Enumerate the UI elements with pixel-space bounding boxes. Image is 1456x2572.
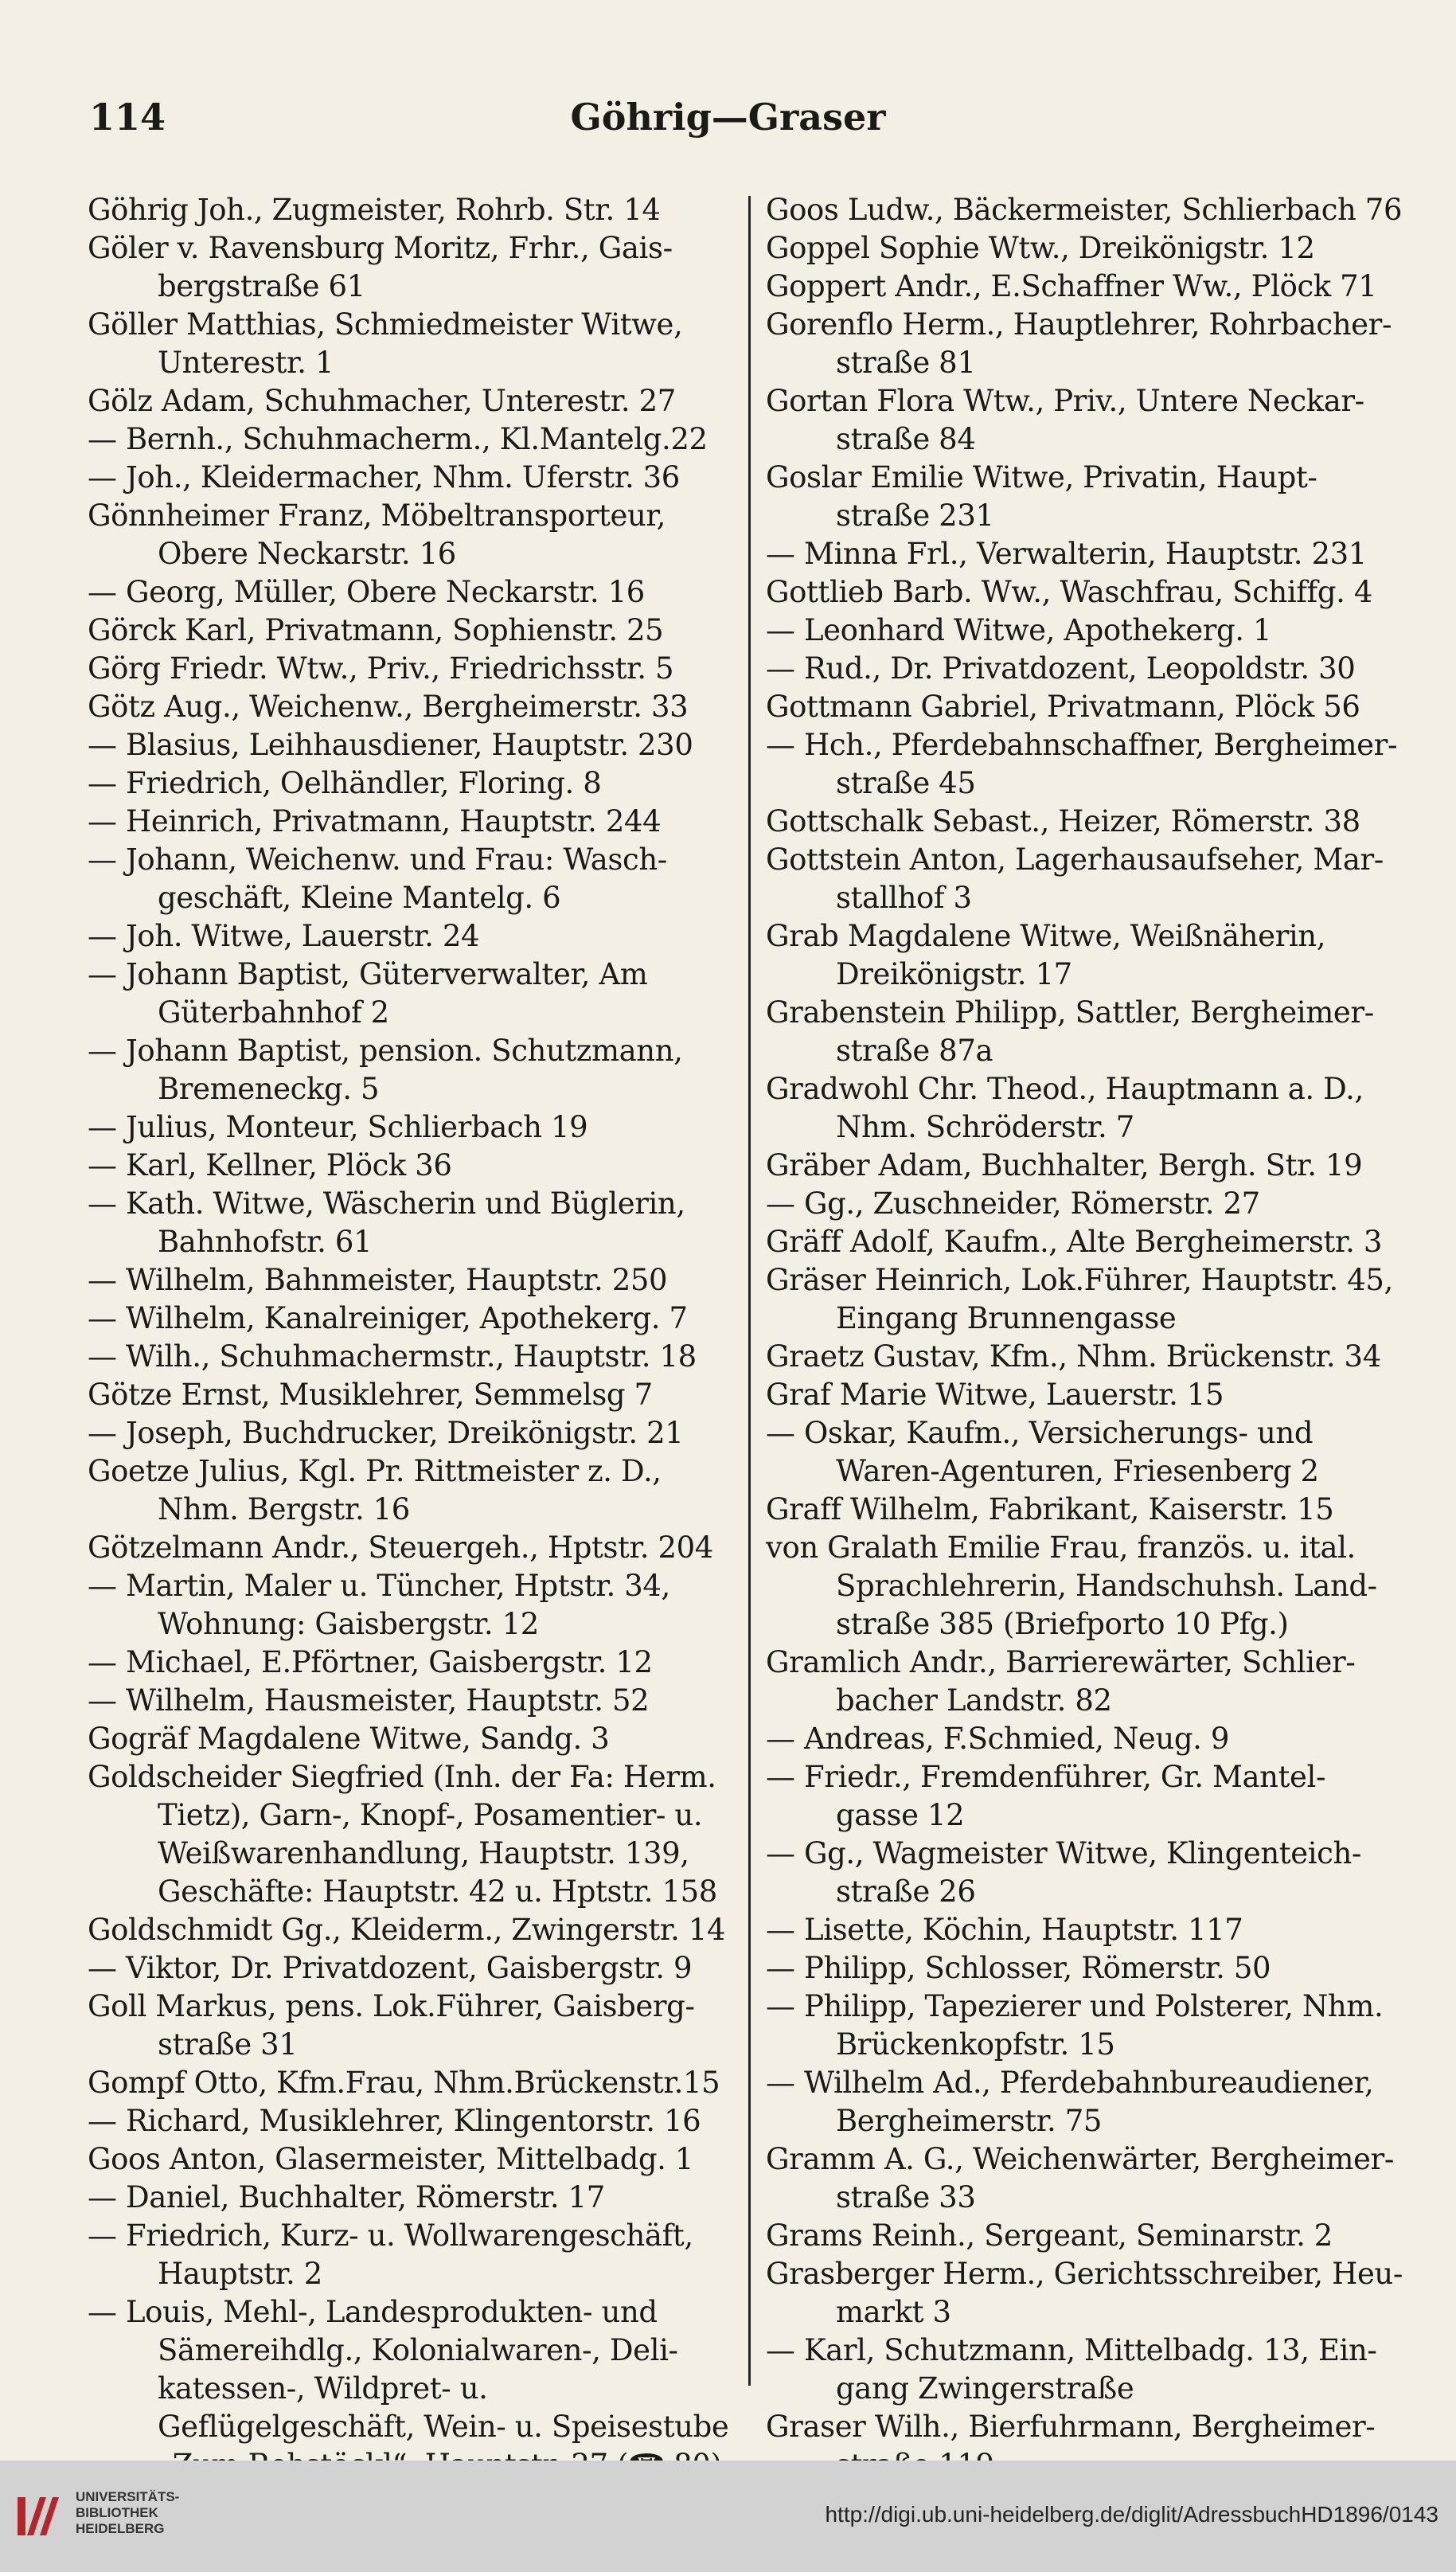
directory-entry: — Karl, Kellner, Plöck 36 <box>88 1148 452 1182</box>
directory-entry: Gräser Heinrich, Lok.Führer, Hauptstr. 45, Eingang Brunnengasse <box>766 1263 1393 1335</box>
directory-entry: Graetz Gustav, Kfm., Nhm. Brückenstr. 34 <box>766 1339 1381 1374</box>
directory-entry: — Friedrich, Oelhändler, Floring. 8 <box>88 766 602 800</box>
directory-entry: — Kath. Witwe, Wäscherin und Büglerin, Bahnhofstr. 61 <box>88 1186 685 1259</box>
directory-entry: — Louis, Mehl-, Landesprodukten- und Sämereihdlg., Kolonialwaren-, Deli- katessen-, Wildpret- u. Geflügelgeschäft, Wein- u. Speisestube <box>88 2295 729 2444</box>
university-logo-icon <box>16 2492 64 2540</box>
directory-entry: Goppert Andr., E.Schaffner Ww., Plöck 71 <box>766 269 1377 303</box>
directory-entry: — Minna Frl., Verwalterin, Hauptstr. 231 <box>766 537 1367 571</box>
directory-entry: — Daniel, Buchhalter, Römerstr. 17 <box>88 2180 605 2214</box>
directory-entry: von Gralath Emilie Frau, französ. u. ital. Sprachlehrerin, Handschuhsh. Land- straße 385 (Briefporto 10 Pfg.) <box>766 1530 1377 1641</box>
directory-entry: Gottschalk Sebast., Heizer, Römerstr. 38 <box>766 804 1360 838</box>
library-name <box>76 2489 179 2537</box>
directory-entry: — Gg., Zuschneider, Römerstr. 27 <box>766 1186 1260 1221</box>
library-name-line: BIBLIOTHEK <box>76 2505 158 2520</box>
directory-entry: Gorenflo Herm., Hauptlehrer, Rohrbacher- straße 81 <box>766 307 1392 380</box>
directory-entry: Goslar Emilie Witwe, Privatin, Haupt- straße 231 <box>766 460 1317 533</box>
directory-entry: Gramlich Andr., Barrierewärter, Schlier- bacher Landstr. 82 <box>766 1645 1356 1718</box>
directory-entry: Grasberger Herm., Gerichtsschreiber, Heu- markt 3 <box>766 2257 1403 2329</box>
directory-entry: — Viktor, Dr. Privatdozent, Gaisbergstr. 9 <box>88 1951 693 1985</box>
left-column <box>88 191 739 2484</box>
directory-entry: Göller Matthias, Schmiedmeister Witwe, Unterestr. 1 <box>88 307 683 380</box>
directory-entry: — Lisette, Köchin, Hauptstr. 117 <box>766 1913 1243 1947</box>
directory-entry: Goldscheider Siegfried (Inh. der Fa: Herm. Tietz), Garn-, Knopf-, Posamentier- u. Weißwarenhandlung, Hauptstr. 139, Geschäfte: Hauptstr. 42 u. Hptstr. 158 <box>88 1760 717 1909</box>
directory-entry: — Hch., Pferdebahnschaffner, Bergheimer- straße 45 <box>766 728 1398 800</box>
directory-entry: Gottlieb Barb. Ww., Waschfrau, Schiffg. 4 <box>766 575 1372 609</box>
directory-entry: Goos Ludw., Bäckermeister, Schlierbach 76 <box>766 193 1403 227</box>
directory-entry: — Gg., Wagmeister Witwe, Klingenteich- straße 26 <box>766 1836 1362 1909</box>
directory-entry: — Blasius, Leihhausdiener, Hauptstr. 230 <box>88 728 693 762</box>
right-column <box>766 191 1415 2484</box>
directory-entry: — Wilhelm, Kanalreiniger, Apothekerg. 7 <box>88 1301 688 1335</box>
directory-entry: — Wilh., Schuhmachermstr., Hauptstr. 18 <box>88 1339 697 1374</box>
directory-entry: — Philipp, Tapezierer und Polsterer, Nhm. Brückenkopfstr. 15 <box>766 1989 1384 2062</box>
directory-entry: Gräber Adam, Buchhalter, Bergh. Str. 19 <box>766 1148 1363 1182</box>
directory-entry: — Leonhard Witwe, Apothekerg. 1 <box>766 613 1272 647</box>
page-title: Göhrig—Graser <box>570 96 886 139</box>
directory-entry: — Oskar, Kaufm., Versicherungs- und Waren-Agenturen, Friesenberg 2 <box>766 1416 1319 1488</box>
source-url[interactable]: http://digi.ub.uni-heidelberg.de/diglit/AdressbuchHD1896/0143 <box>825 2502 1438 2527</box>
directory-entry: Görck Karl, Privatmann, Sophienstr. 25 <box>88 613 664 647</box>
directory-entry: Goll Markus, pens. Lok.Führer, Gaisberg- straße 31 <box>88 1989 695 2062</box>
directory-entry: Göhrig Joh., Zugmeister, Rohrb. Str. 14 <box>88 193 661 227</box>
directory-entry: Görg Friedr. Wtw., Priv., Friedrichsstr. 5 <box>88 651 674 686</box>
directory-entry: — Joh., Kleidermacher, Nhm. Uferstr. 36 <box>88 460 680 494</box>
directory-entry: Gräff Adolf, Kaufm., Alte Bergheimerstr. 3 <box>766 1225 1382 1259</box>
directory-entry: — Johann Baptist, pension. Schutzmann, Bremeneckg. 5 <box>88 1034 683 1106</box>
directory-entry: Goetze Julius, Kgl. Pr. Rittmeister z. D., Nhm. Bergstr. 16 <box>88 1454 662 1526</box>
directory-entry: Goppel Sophie Wtw., Dreikönigstr. 12 <box>766 231 1315 265</box>
directory-entry: Grab Magdalene Witwe, Weißnäherin, Dreikönigstr. 17 <box>766 919 1326 991</box>
directory-entry: — Joh. Witwe, Lauerstr. 24 <box>88 919 480 953</box>
directory-entry: Graff Wilhelm, Fabrikant, Kaiserstr. 15 <box>766 1492 1334 1526</box>
directory-entry: — Friedrich, Kurz- u. Wollwarengeschäft, Hauptstr. 2 <box>88 2218 693 2291</box>
directory-entry: Gottstein Anton, Lagerhausaufseher, Mar- stallhof 3 <box>766 842 1384 915</box>
directory-entry: Gradwohl Chr. Theod., Hauptmann a. D., Nhm. Schröderstr. 7 <box>766 1072 1364 1144</box>
directory-entry: Götze Ernst, Musiklehrer, Semmelsg 7 <box>88 1378 653 1412</box>
directory-entry: Götz Aug., Weichenw., Bergheimerstr. 33 <box>88 690 689 724</box>
directory-entry: Graf Marie Witwe, Lauerstr. 15 <box>766 1378 1224 1412</box>
directory-entry: — Andreas, F.Schmied, Neug. 9 <box>766 1722 1229 1756</box>
directory-entry: Gogräf Magdalene Witwe, Sandg. 3 <box>88 1722 610 1756</box>
directory-entry: — Wilhelm Ad., Pferdebahnbureaudiener, Bergheimerstr. 75 <box>766 2066 1374 2138</box>
library-name-line: UNIVERSITÄTS- <box>76 2489 180 2504</box>
directory-entry: Goldschmidt Gg., Kleiderm., Zwingerstr. 14 <box>88 1913 726 1947</box>
directory-entry: — Heinrich, Privatmann, Hauptstr. 244 <box>88 804 662 838</box>
directory-entry: Götzelmann Andr., Steuergeh., Hptstr. 204 <box>88 1530 713 1565</box>
directory-entry: Grabenstein Philipp, Sattler, Bergheimer- straße 87a <box>766 995 1374 1068</box>
page-number: 114 <box>89 96 166 139</box>
directory-entry: — Richard, Musiklehrer, Klingentorstr. 16 <box>88 2104 701 2138</box>
directory-entry: — Johann, Weichenw. und Frau: Wasch- geschäft, Kleine Mantelg. 6 <box>88 842 667 915</box>
directory-entry: — Bernh., Schuhmacherm., Kl.Mantelg.22 <box>88 422 708 456</box>
directory-entry: — Karl, Schutzmann, Mittelbadg. 13, Ein- gang Zwingerstraße <box>766 2333 1377 2406</box>
directory-entry: Graser Wilh., Bierfuhrmann, Bergheimer- <box>766 2410 1376 2444</box>
directory-entry: Gottmann Gabriel, Privatmann, Plöck 56 <box>766 690 1360 724</box>
library-name-line: HEIDELBERG <box>76 2521 165 2536</box>
column-divider <box>748 196 751 2386</box>
directory-entry: — Martin, Maler u. Tüncher, Hptstr. 34, Wohnung: Gaisbergstr. 12 <box>88 1569 670 1641</box>
directory-entry: — Friedr., Fremdenführer, Gr. Mantel- gasse 12 <box>766 1760 1326 1832</box>
directory-entry: — Joseph, Buchdrucker, Dreikönigstr. 21 <box>88 1416 684 1450</box>
directory-entry: Gölz Adam, Schuhmacher, Unterestr. 27 <box>88 384 676 418</box>
directory-entry: — Julius, Monteur, Schlierbach 19 <box>88 1110 588 1144</box>
directory-entry: — Johann Baptist, Güterverwalter, Am Güterbahnhof 2 <box>88 957 648 1030</box>
directory-entry: — Wilhelm, Bahnmeister, Hauptstr. 250 <box>88 1263 668 1297</box>
directory-entry: — Rud., Dr. Privatdozent, Leopoldstr. 30 <box>766 651 1356 686</box>
footer-bar <box>0 2461 1456 2572</box>
directory-entry: Gramm A. G., Weichenwärter, Bergheimer- straße 33 <box>766 2142 1394 2214</box>
directory-entry: Gompf Otto, Kfm.Frau, Nhm.Brückenstr.15 <box>88 2066 720 2100</box>
directory-entry: Goos Anton, Glasermeister, Mittelbadg. 1 <box>88 2142 694 2176</box>
directory-entry: — Georg, Müller, Obere Neckarstr. 16 <box>88 575 645 609</box>
directory-entry: — Michael, E.Pförtner, Gaisbergstr. 12 <box>88 1645 653 1679</box>
directory-entry: Grams Reinh., Sergeant, Seminarstr. 2 <box>766 2218 1333 2253</box>
directory-entry: — Philipp, Schlosser, Römerstr. 50 <box>766 1951 1271 1985</box>
directory-entry: Gönnheimer Franz, Möbeltransporteur, Obere Neckarstr. 16 <box>88 498 666 571</box>
directory-entry: Gortan Flora Wtw., Priv., Untere Neckar- straße 84 <box>766 384 1364 456</box>
directory-entry: Göler v. Ravensburg Moritz, Frhr., Gais- bergstraße 61 <box>88 231 673 303</box>
directory-entry: — Wilhelm, Hausmeister, Hauptstr. 52 <box>88 1683 650 1718</box>
